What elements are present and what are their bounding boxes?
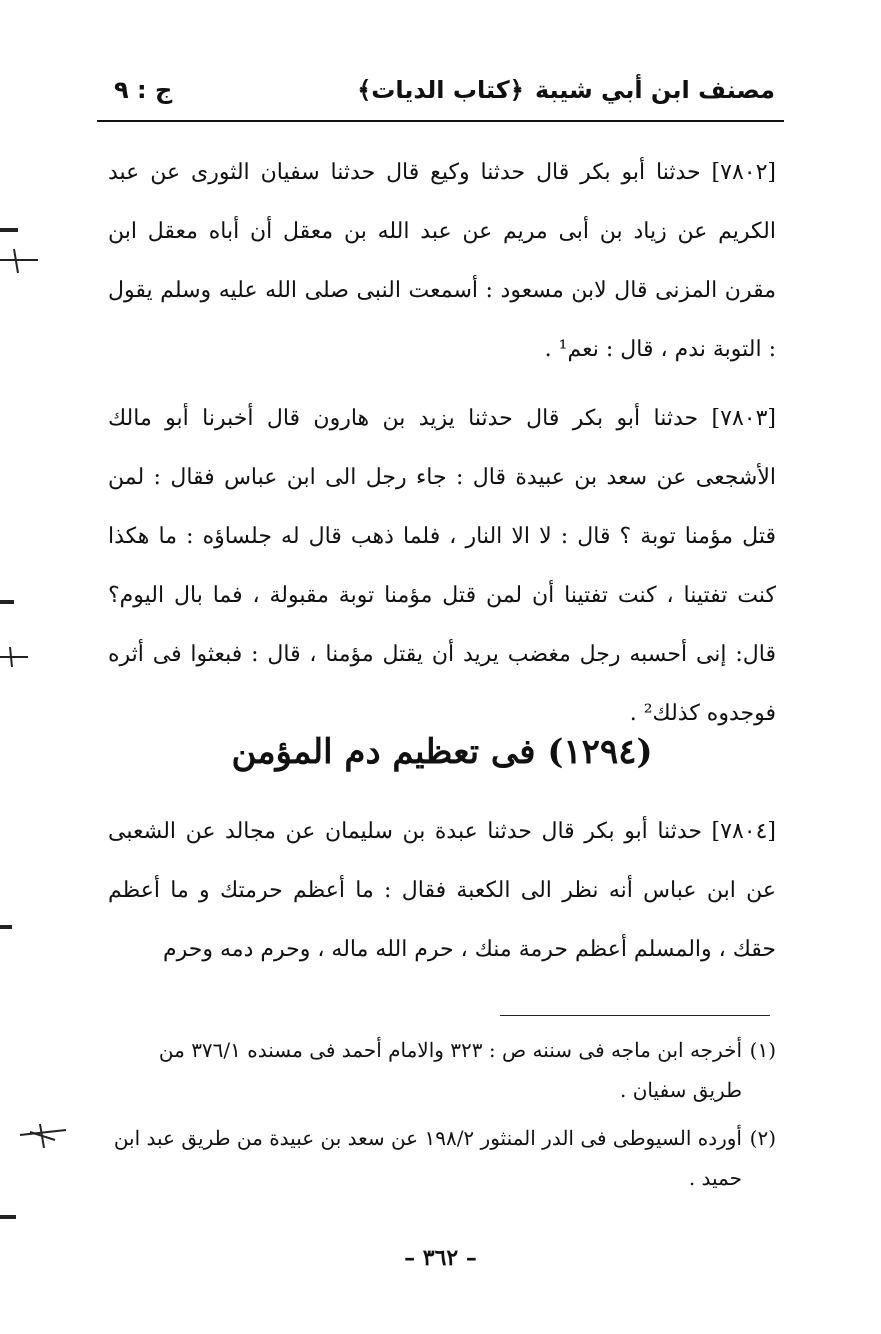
hadith-number: [٧٨٠٤] bbox=[711, 819, 776, 844]
section-heading: (١٢٩٤) فى تعظيم دم المؤمن bbox=[231, 732, 653, 772]
footnote bbox=[108, 1030, 776, 1110]
scan-mark bbox=[0, 600, 14, 604]
hadith-text: حدثنا أبو بكر قال حدثنا عبدة بن سليمان عن مجالد عن الشعبى عن ابن عباس أنه نظر الى الكعبة فقال : ما أعظم حرمتك و ما أعظم حقك ، والمسلم أعظم حرمة منك ، حرم الله ماله ، وحرم دمه وحرم bbox=[108, 819, 776, 962]
scan-mark bbox=[0, 645, 30, 669]
hadith-number: [٧٨٠٢] bbox=[711, 160, 776, 185]
volume-number: ج : ٩ bbox=[114, 76, 173, 104]
hadith-paragraph bbox=[108, 802, 776, 979]
scan-mark bbox=[0, 228, 18, 232]
book-title: مصنف ابن أبي شيبة bbox=[534, 76, 775, 104]
scan-mark bbox=[0, 1120, 70, 1150]
page-number: – ٣٦٢ – bbox=[404, 1245, 477, 1271]
footnote-rule bbox=[500, 1015, 770, 1016]
hadith-paragraph bbox=[108, 389, 776, 743]
footnotes bbox=[108, 1030, 776, 1206]
footnote-number: (١) bbox=[749, 1038, 776, 1062]
scan-mark bbox=[0, 925, 12, 929]
hadith-text: حدثنا أبو بكر قال حدثنا وكيع قال حدثنا سفيان الثورى عن عبد الكريم عن زياد بن أبى مريم عن عبد الله بن معقل أن أباه معقل ابن مقرن المزنى قال لابن مسعود : أسمعت النبى صلى الله عليه وسلم يقول : التوبة ندم ، قال : نعم¹ . bbox=[108, 160, 776, 362]
footnote-number: (٢) bbox=[749, 1126, 776, 1150]
footnote-text: أورده السيوطى فى الدر المنثور ١٩٨/٢ عن سعد بن عبيدة من طريق عبد ابن حميد . bbox=[113, 1126, 742, 1190]
main-text-top bbox=[108, 143, 776, 743]
scan-mark bbox=[0, 1215, 16, 1219]
footnote bbox=[108, 1118, 776, 1198]
hadith-text: حدثنا أبو بكر قال حدثنا يزيد بن هارون قال أخبرنا أبو مالك الأشجعى عن سعد بن عبيدة قال : جاء رجل الى ابن عباس فقال : لمن قتل مؤمنا توبة ؟ قال : لا الا النار ، فلما ذهب قال له جلساؤه : ما هكذا كنت تفتينا ، كنت تفتينا أن لمن قتل مؤمنا توبة مقبولة ، فما بال اليوم؟ قال: إنى أحسبه رجل مغضب يريد أن يقتل مؤمنا ، قال : فبعثوا فى أثره فوجدوه كذلك² . bbox=[108, 406, 776, 726]
chapter-title: ﴿كتاب الديات﴾ bbox=[357, 76, 524, 104]
scan-mark bbox=[0, 245, 40, 275]
hadith-paragraph bbox=[108, 143, 776, 379]
main-text-bottom bbox=[108, 802, 776, 979]
hadith-number: [٧٨٠٣] bbox=[711, 406, 776, 431]
footnote-text: أخرجه ابن ماجه فى سننه ص : ٣٢٣ والامام أحمد فى مسنده ٣٧٦/١ من طريق سفيان . bbox=[158, 1038, 742, 1102]
running-header bbox=[100, 70, 781, 118]
header-rule bbox=[97, 120, 784, 122]
